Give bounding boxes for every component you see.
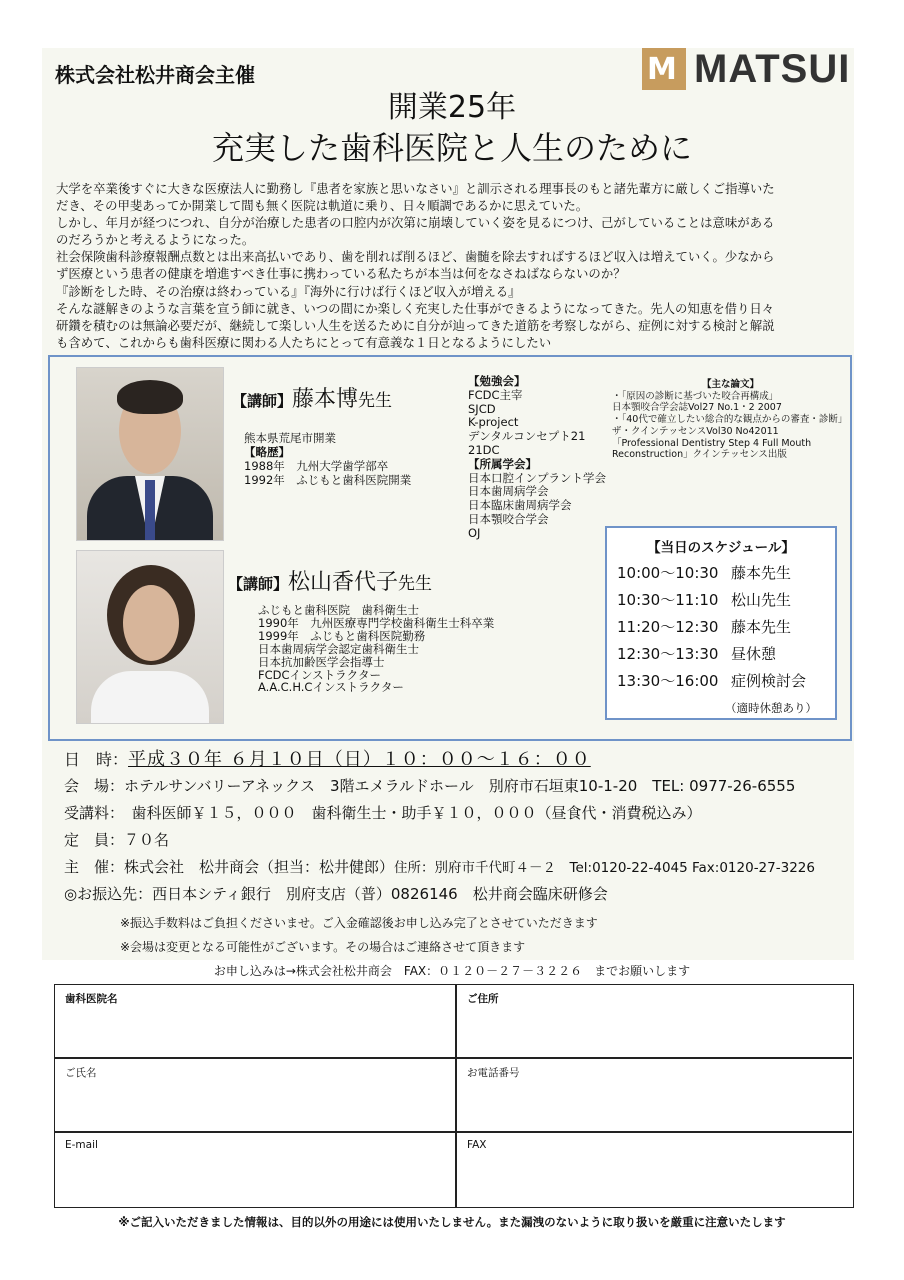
speaker1-history-item: 1988年 九州大学歯学部卒 [244, 459, 389, 473]
career-item: FCDCインストラクター [258, 667, 381, 682]
society-item: 日本顎咬合学会 [468, 511, 549, 526]
study-item: デンタルコンセプト21 [468, 429, 586, 444]
intro-text [56, 180, 856, 351]
society-item: 日本臨床歯周病学会 [468, 498, 572, 513]
name-label: ご氏名 [65, 1067, 97, 1079]
date-value: 平成３０年 ６月１０日（日）１０：００～１６：００ [128, 749, 591, 770]
career-item: 1990年 九州医療専門学校歯科衛生士科卒業 [258, 615, 495, 630]
schedule-row: 10:00～10:30 藤本先生 [617, 564, 792, 582]
speaker1-heading [232, 382, 392, 413]
lecturer-label: 【講師】 [232, 392, 293, 410]
intro-line: 大学を卒業後すぐに大きな医療法人に勤務し『患者を家族と思いなさい』と訓示される理事長のもと諸先輩方に厳しくご指導いた [56, 181, 775, 196]
speaker2-name: 松山香代子 [288, 570, 399, 595]
matsui-logo [640, 48, 862, 90]
speaker2-suffix: 先生 [398, 574, 433, 594]
event-capacity: 定 員：７０名 [64, 831, 170, 849]
title-line1: 開業25年 [387, 90, 517, 125]
study-item: FCDC主宰 [468, 387, 523, 402]
paper-line: ・「40代で確立したい総合的な観点からの審査・診断」 [612, 414, 848, 426]
email-field[interactable] [55, 1133, 455, 1207]
speaker1-papers [612, 379, 847, 461]
society-item: 日本歯周病学会 [468, 484, 549, 499]
application-form [54, 984, 854, 1208]
study-label: 【勉強会】 [468, 374, 526, 388]
intro-line: も含めて、これからも歯科医療に関わる人たちにとって有意義な１日となるようにしたい [56, 334, 552, 350]
event-venue: 会 場：ホテルサンバリーアネックス 3階エメラルドホール 別府市石垣東10-1-20 TEL: 0977-26-6555 [64, 777, 796, 795]
speaker2-career [258, 604, 494, 694]
paper-line: 「Professional Dentistry Step 4 Full Mouth [612, 437, 812, 449]
society-label: 【所属学会】 [468, 456, 537, 471]
paper-line: 日本顎咬合学会誌Vol27 No.1・2 2007 [612, 402, 782, 414]
intro-line: 社会保険歯科診療報酬点数とは出来高払いであり、歯を削れば削るほど、歯髄を除去すればするほど収入は増えていく。少なから [56, 249, 775, 265]
intro-line: だき、その甲斐あってか開業して間も無く医院は軌道に乗り、日々順調であるかに思えていた。 [56, 198, 589, 214]
fax-field[interactable] [457, 1133, 852, 1207]
privacy-notice: ※ご記入いただきました情報は、目的以外の用途には使用いたしません。また漏洩のないように取り扱いを厳重に注意いたします [118, 1215, 786, 1229]
phone-label: お電話番号 [467, 1067, 520, 1079]
email-label: E-mail [65, 1139, 98, 1151]
study-item: K-project [468, 415, 519, 430]
career-item: ふじもと歯科医院 歯科衛生士 [258, 603, 419, 617]
speaker2-heading [228, 565, 432, 596]
papers-label: 【主な論文】 [702, 379, 760, 390]
note-venue-change: ※会場は変更となる可能性がございます。その場合はご連絡させて頂きます [120, 940, 526, 954]
schedule-row: 12:30～13:30 昼休憩 [617, 645, 777, 663]
study-item: 21DC [468, 442, 500, 457]
schedule-box [605, 526, 837, 720]
speaker1-suffix: 先生 [358, 391, 393, 411]
society-item: OJ [468, 525, 481, 540]
fax-label: FAX [467, 1139, 487, 1151]
address-field[interactable] [457, 985, 852, 1057]
schedule-row: 11:20～12:30 藤本先生 [617, 618, 792, 636]
event-host [64, 856, 815, 877]
event-fee: 受講料： 歯科医師￥１５，０００ 歯科衛生士・助手￥１０，０００（昼食代・消費税込み） [64, 804, 702, 822]
schedule-note: （適時休憩あり） [725, 701, 817, 715]
apply-instructions: お申し込みは→株式会社松井商会 FAX：０１２０－２７－３２２６ までお願いします [213, 964, 691, 978]
host-name: 主 催：株式会社 松井商会（担当：松井健郎） [64, 858, 395, 876]
speaker1-history-item: 1992年 ふじもと歯科医院開業 [244, 473, 412, 487]
schedule-row: 10:30～11:10 松山先生 [617, 591, 792, 609]
logo-text: MATSUI [694, 47, 851, 91]
clinic-name-field[interactable] [55, 985, 455, 1057]
speaker1-history-label: 【略歴】 [244, 445, 290, 459]
paper-line: Reconstruction」クインテッセンス出版 [612, 449, 787, 461]
host-address: 住所：別府市千代町４－２ Tel:0120-22-4045 Fax:0120-27-3226 [394, 860, 815, 876]
speaker2-photo [76, 550, 224, 724]
speaker1-study [468, 375, 606, 541]
bank-info: ◎お振込先：西日本シティ銀行 別府支店（普）0826146 松井商会臨床研修会 [64, 885, 608, 903]
paper-line: ・「原因の診断に基づいた咬合再構成」 [612, 390, 779, 402]
career-item: 日本抗加齢医学会指導士 [258, 654, 385, 669]
intro-line: しかし、年月が経つにつれ、自分が治療した患者の口腔内が次第に崩壊していく姿を見るにつけ、己がしていることは意味がある [56, 215, 775, 231]
date-label: 日 時： [64, 750, 129, 769]
career-item: 日本歯周病学会認定歯科衛生士 [258, 641, 419, 656]
career-item: 1999年 ふじもと歯科医院勤務 [258, 628, 426, 643]
schedule-row: 13:30～16:00 症例検討会 [617, 672, 807, 690]
intro-line: 『診断をした時、その治療は終わっている』『海外に行けば行くほど収入が増える』 [56, 283, 521, 299]
intro-line: 研鑽を積むのは無論必要だが、継続して楽しい人生を送るために自分が辿ってきた道筋を考察しながら、症例に対する検討と解説 [56, 317, 775, 333]
intro-line: ず医療という患者の健康を増進すべき仕事に携わっている私たちが本当は何をなさねばならないのか？ [56, 266, 626, 282]
note-transfer-fee: ※振込手数料はご負担くださいませ。ご入金確認後お申し込み完了とさせていただきます [120, 916, 598, 930]
speaker1-location: 熊本県荒尾市開業 [244, 431, 336, 445]
name-field[interactable] [55, 1059, 455, 1131]
logo-mark-icon: M [642, 48, 686, 90]
lecturer-label: 【講師】 [228, 575, 289, 593]
title-line2: 充実した歯科医院と人生のために [211, 129, 692, 167]
study-item: SJCD [468, 401, 496, 416]
schedule-title: 【当日のスケジュール】 [647, 540, 795, 556]
career-item: A.A.C.H.Cインストラクター [258, 680, 404, 695]
event-date [64, 745, 591, 771]
speaker1-photo [76, 367, 224, 541]
clinic-name-label: 歯科医院名 [65, 993, 118, 1005]
sponsor-text: 株式会社松井商会主催 [55, 63, 255, 87]
paper-line: ザ・クインテッセンスVol30 No42011 [612, 425, 779, 437]
intro-line: のだろうかと考えるようになった。 [56, 232, 255, 248]
society-item: 日本口腔インプラント学会 [468, 470, 606, 485]
intro-line: そんな謎解きのような言葉を宣う師に就き、いつの間にか楽しく充実した仕事ができるようになってきた。先人の知恵を借り日々 [56, 300, 775, 316]
phone-field[interactable] [457, 1059, 852, 1131]
address-label: ご住所 [467, 993, 499, 1005]
speaker1-name: 藤本博 [292, 387, 359, 412]
